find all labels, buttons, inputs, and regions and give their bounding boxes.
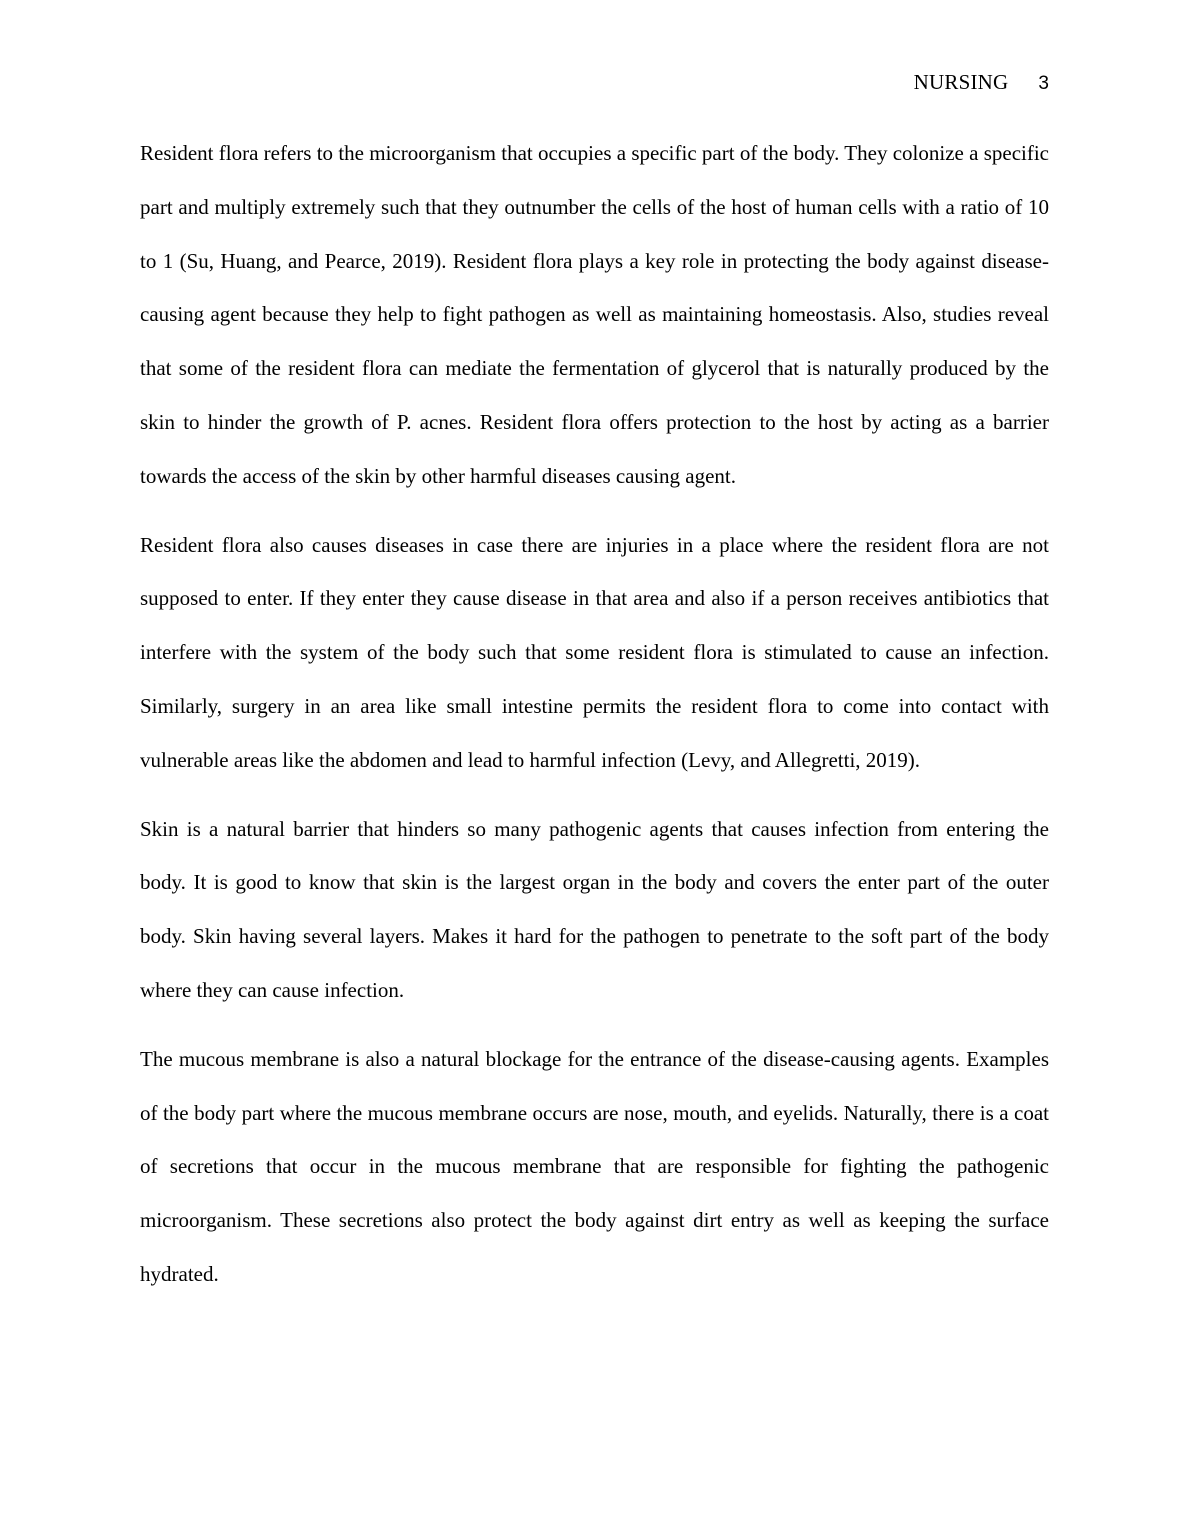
page-number: 3	[1038, 73, 1049, 94]
paragraph-resident-flora-definition: Resident flora refers to the microorganism that occupies a specific part of the body. They colonize a specific part and multiply extremely such that they outnumber the cells of the host of human cells with a ratio of 10 to 1 (Su, Huang, and Pearce, 2019). Resident flora plays a key role in protecting the body against disease-causing agent because they help to fight pathogen as well as maintaining homeostasis. Also, studies reveal that some of the resident flora can mediate the fermentation of glycerol that is naturally produced by the skin to hinder the growth of P. acnes. Resident flora offers protection to the host by acting as a barrier towards the access of the skin by other harmful diseases causing agent.	[140, 141, 1049, 488]
document-body	[140, 127, 1049, 1317]
running-head	[914, 70, 1049, 98]
paragraph-skin-barrier: Skin is a natural barrier that hinders so many pathogenic agents that causes infection from entering the body. It is good to know that skin is the largest organ in the body and covers the enter part of the outer body. Skin having several layers. Makes it hard for the pathogen to penetrate to the soft part of the body where they can cause infection.	[140, 816, 1049, 1002]
running-head-title: NURSING	[913, 70, 1009, 94]
paragraph-resident-flora-disease: Resident flora also causes diseases in case there are injuries in a place where the resident flora are not supposed to enter. If they enter they cause disease in that area and also if a person receives antibiotics that interfere with the system of the body such that some resident flora is stimulated to cause an infection. Similarly, surgery in an area like small intestine permits the resident flora to come into contact with vulnerable areas like the abdomen and lead to harmful infection (Levy, and Allegretti, 2019).	[140, 532, 1049, 772]
paragraph-mucous-membrane: The mucous membrane is also a natural blockage for the entrance of the disease-causing agents. Examples of the body part where the mucous membrane occurs are nose, mouth, and eyelids. Naturally, there is a coat of secretions that occur in the mucous membrane that are responsible for fighting the pathogenic microorganism. These secretions also protect the body against dirt entry as well as keeping the surface hydrated.	[140, 1046, 1049, 1286]
